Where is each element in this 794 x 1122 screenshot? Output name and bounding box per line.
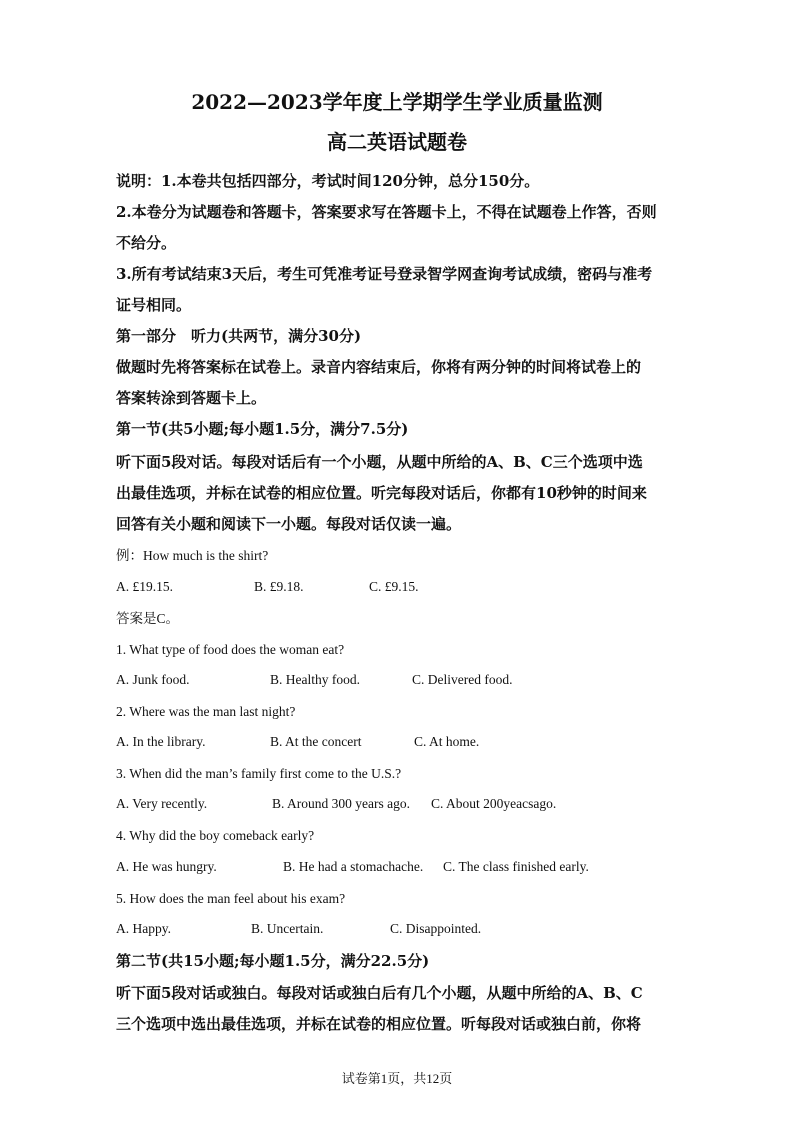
- exam-subtitle: 高二英语试题卷: [327, 130, 467, 154]
- instruction-line: 不给分。: [116, 234, 177, 252]
- part1-intro-line: 答案转涂到答题卡上。: [116, 389, 267, 407]
- question-4: 4. Why did the boy comeback early?: [116, 828, 315, 843]
- q1-option-c: C. Delivered food.: [412, 672, 513, 687]
- q1-option-b: B. Healthy food.: [270, 672, 360, 687]
- example-option-c: C. £9.15.: [369, 579, 419, 594]
- instruction-line: 证号相同。: [116, 296, 192, 314]
- q3-option-c: C. About 200yeacsago.: [431, 796, 557, 811]
- q4-option-b: B. He had a stomachache.: [283, 859, 424, 874]
- page-footer: 试卷第1页，共12页: [341, 1071, 453, 1086]
- instruction-line: 说明：1.本卷共包括四部分，考试时间120分钟，总分150分。: [116, 172, 540, 190]
- question-1: 1. What type of food does the woman eat?: [116, 642, 345, 657]
- q5-option-b: B. Uncertain.: [251, 921, 324, 936]
- q4-option-c: C. The class finished early.: [443, 859, 589, 874]
- q2-option-a: A. In the library.: [116, 734, 206, 749]
- question-5: 5. How does the man feel about his exam?: [116, 891, 346, 906]
- question-3: 3. When did the man’s family first come to the U.S.?: [116, 766, 402, 781]
- section2-heading: 第二节(共15小题;每小题1.5分，满分22.5分): [116, 952, 430, 970]
- part1-intro-line: 做题时先将答案标在试卷上。录音内容结束后，你将有两分钟的时间将试卷上的: [116, 358, 642, 376]
- instruction-line: 2.本卷分为试题卷和答题卡，答案要求写在答题卡上，不得在试题卷上作答，否则: [116, 203, 657, 221]
- q4-option-a: A. He was hungry.: [116, 859, 217, 874]
- example-option-a: A. £19.15.: [116, 579, 173, 594]
- question-2: 2. Where was the man last night?: [116, 704, 296, 719]
- q2-option-b: B. At the concert: [270, 734, 362, 749]
- q3-option-b: B. Around 300 years ago.: [272, 796, 410, 811]
- section1-intro-line: 出最佳选项，并标在试卷的相应位置。听完每段对话后，你都有10秒钟的时间来: [116, 484, 647, 502]
- example-answer: 答案是C。: [116, 611, 180, 626]
- q5-option-c: C. Disappointed.: [390, 921, 482, 936]
- q3-option-a: A. Very recently.: [116, 796, 208, 811]
- part1-heading: 第一部分 听力(共两节，满分30分): [116, 327, 362, 345]
- section2-intro-line: 听下面5段对话或独白。每段对话或独白后有几个小题，从题中所给的A、B、C: [116, 984, 643, 1002]
- q5-option-a: A. Happy.: [116, 921, 171, 936]
- example-question: 例：How much is the shirt?: [116, 548, 269, 563]
- example-option-b: B. £9.18.: [254, 579, 304, 594]
- section1-heading: 第一节(共5小题;每小题1.5分，满分7.5分): [116, 420, 409, 438]
- section1-intro-line: 听下面5段对话。每段对话后有一个小题，从题中所给的A、B、C三个选项中选: [116, 453, 643, 471]
- q1-option-a: A. Junk food.: [116, 672, 190, 687]
- instruction-line: 3.所有考试结束3天后，考生可凭准考证号登录智学网查询考试成绩，密码与准考: [116, 265, 653, 283]
- section2-intro-line: 三个选项中选出最佳选项，并标在试卷的相应位置。听每段对话或独白前，你将: [116, 1015, 642, 1033]
- exam-title: 2022—2023学年度上学期学生学业质量监测: [191, 90, 603, 114]
- q2-option-c: C. At home.: [414, 734, 480, 749]
- section1-intro-line: 回答有关小题和阅读下一小题。每段对话仅读一遍。: [116, 515, 462, 533]
